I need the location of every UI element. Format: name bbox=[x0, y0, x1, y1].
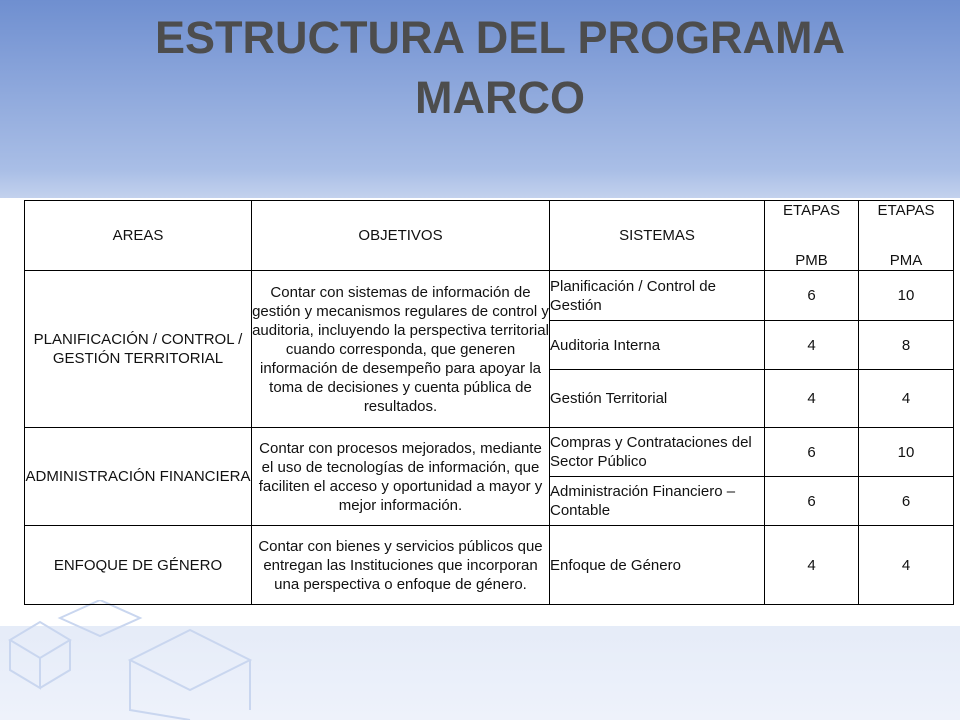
decorative-cubes bbox=[0, 600, 360, 720]
sistema-cell: Administración Financiero – Contable bbox=[550, 477, 765, 526]
pma-cell: 10 bbox=[859, 271, 954, 321]
objetivo-cell: Contar con procesos mejorados, mediante el uso de tecnologías de información, que faciliten el acceso y oportunidad a mayor y mejor información. bbox=[252, 428, 550, 526]
pma-cell: 4 bbox=[859, 370, 954, 428]
pma-cell: 4 bbox=[859, 526, 954, 605]
header-etapas-pma-bottom: PMA bbox=[889, 252, 923, 269]
area-cell: ENFOQUE DE GÉNERO bbox=[25, 526, 252, 605]
program-structure-table bbox=[24, 200, 954, 605]
area-cell: ADMINISTRACIÓN FINANCIERA bbox=[25, 428, 252, 526]
header-etapas-pmb bbox=[765, 201, 859, 271]
header-objetivos: OBJETIVOS bbox=[252, 201, 550, 271]
sistema-cell: Compras y Contrataciones del Sector Público bbox=[550, 428, 765, 477]
header-areas: AREAS bbox=[25, 201, 252, 271]
table-row bbox=[25, 428, 954, 477]
pmb-cell: 4 bbox=[765, 526, 859, 605]
pmb-cell: 4 bbox=[765, 321, 859, 370]
header-etapas-pmb-top: ETAPAS bbox=[783, 202, 840, 219]
sistema-cell: Planificación / Control de Gestión bbox=[550, 271, 765, 321]
pma-cell: 6 bbox=[859, 477, 954, 526]
pma-cell: 8 bbox=[859, 321, 954, 370]
header-etapas-pmb-bottom: PMB bbox=[795, 252, 828, 269]
sistema-cell: Auditoria Interna bbox=[550, 321, 765, 370]
table-row bbox=[25, 271, 954, 321]
table-header-row bbox=[25, 201, 954, 271]
header-etapas-pma-top: ETAPAS bbox=[877, 202, 935, 219]
pmb-cell: 6 bbox=[765, 428, 859, 477]
title-line-2: MARCO bbox=[415, 72, 585, 123]
area-cell: PLANIFICACIÓN / CONTROL / GESTIÓN TERRITORIAL bbox=[25, 271, 252, 428]
pmb-cell: 6 bbox=[765, 271, 859, 321]
header-etapas-pma bbox=[859, 201, 954, 271]
pmb-cell: 6 bbox=[765, 477, 859, 526]
sistema-cell: Gestión Territorial bbox=[550, 370, 765, 428]
pmb-cell: 4 bbox=[765, 370, 859, 428]
objetivo-cell: Contar con sistemas de información de gestión y mecanismos regulares de control y auditoria, incluyendo la perspectiva territorial cuando corresponda, que generen información de desempeño para apoyar la toma de decisiones y cuenta pública de resultados. bbox=[252, 271, 550, 428]
title-line-1: ESTRUCTURA DEL PROGRAMA bbox=[154, 12, 845, 63]
header-sistemas: SISTEMAS bbox=[550, 201, 765, 271]
pma-cell: 10 bbox=[859, 428, 954, 477]
table-row bbox=[25, 526, 954, 605]
objetivo-cell: Contar con bienes y servicios públicos que entregan las Instituciones que incorporan una perspectiva o enfoque de género. bbox=[252, 526, 550, 605]
sistema-cell: Enfoque de Género bbox=[550, 526, 765, 605]
slide-title bbox=[0, 8, 960, 128]
